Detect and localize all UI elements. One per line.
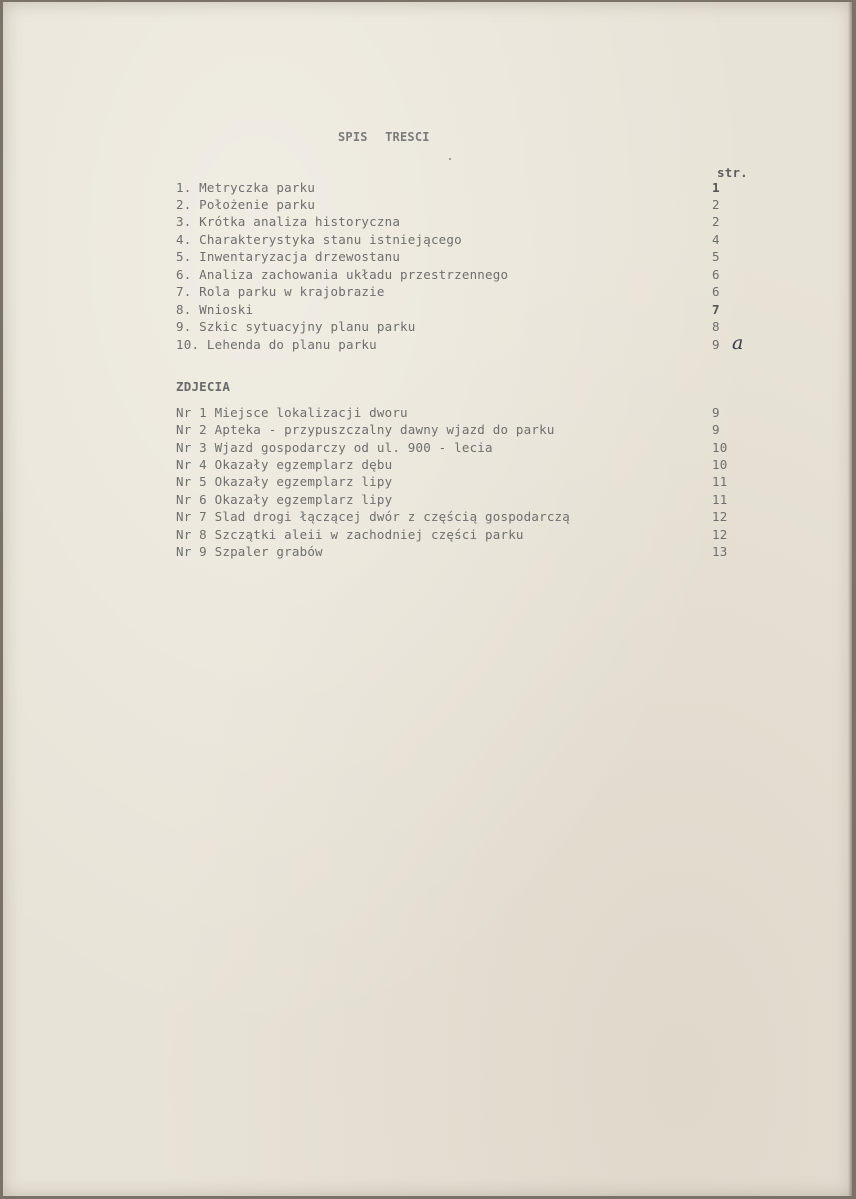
toc-entry-page: 7 xyxy=(712,302,720,317)
toc-entry xyxy=(176,199,736,215)
toc-entry-text: 2. Położenie parku xyxy=(176,197,316,212)
toc-entry xyxy=(176,216,736,232)
photo-entry-page: 9 xyxy=(712,405,720,420)
toc-entry xyxy=(176,251,736,267)
toc-entry-page: 8 xyxy=(712,319,720,334)
photo-entry-text: Nr 6 Okazały egzemplarz lipy xyxy=(176,492,393,507)
toc-entry xyxy=(176,182,736,198)
toc-entry xyxy=(176,339,736,355)
toc-entry-text: 8. Wnioski xyxy=(176,302,254,317)
toc-entry-text: 10. Lehenda do planu parku xyxy=(176,337,377,352)
toc-entry-page: 5 xyxy=(712,249,720,264)
photo-entry-text: Nr 2 Apteka - przypuszczalny dawny wjazd do parku xyxy=(176,422,555,437)
toc-entry-text: 6. Analiza zachowania układu przestrzennego xyxy=(176,267,509,282)
handwritten-annotation: a xyxy=(732,332,744,354)
toc-entry-page: 6 xyxy=(712,284,720,299)
toc-entry xyxy=(176,234,736,250)
document-page xyxy=(3,2,852,1196)
photo-entry-text: Nr 8 Szczątki aleii w zachodniej części parku xyxy=(176,527,524,542)
photo-entry xyxy=(176,476,736,492)
toc-entry xyxy=(176,269,736,285)
photo-entry-page: 9 xyxy=(712,422,720,437)
photo-entry xyxy=(176,494,736,510)
photo-entry-text: Nr 9 Szpaler grabów xyxy=(176,544,323,559)
photo-entry xyxy=(176,511,736,527)
photo-entry-page: 11 xyxy=(712,474,728,489)
photo-entry-page: 13 xyxy=(712,544,728,559)
toc-entry-text: 9. Szkic sytuacyjny planu parku xyxy=(176,319,416,334)
photo-entry-page: 10 xyxy=(712,440,728,455)
toc-entry-page: 4 xyxy=(712,232,720,247)
toc-entry xyxy=(176,304,736,320)
photo-entry-text: Nr 1 Miejsce lokalizacji dworu xyxy=(176,405,408,420)
photo-entry xyxy=(176,546,736,562)
photo-entry-text: Nr 3 Wjazd gospodarczy od ul. 900 - lecia xyxy=(176,440,493,455)
photo-entry xyxy=(176,459,736,475)
photo-entry xyxy=(176,442,736,458)
toc-entry-page: 2 xyxy=(712,197,720,212)
photos-heading: ZDJECIA xyxy=(176,379,231,394)
toc-entry-text: 1. Metryczka parku xyxy=(176,180,316,195)
toc-entry-text: 3. Krótka analiza historyczna xyxy=(176,214,401,229)
page-column-label: str. xyxy=(717,165,748,180)
photo-entry-text: Nr 7 Slad drogi łączącej dwór z częścią gospodarczą xyxy=(176,509,571,524)
photo-entry-page: 12 xyxy=(712,509,728,524)
toc-entry-page: 1 xyxy=(712,180,720,195)
photo-entry-text: Nr 4 Okazały egzemplarz dębu xyxy=(176,457,393,472)
paper-speck xyxy=(449,158,451,160)
toc-entry-text: 7. Rola parku w krajobrazie xyxy=(176,284,385,299)
photo-entry-page: 12 xyxy=(712,527,728,542)
photo-entry xyxy=(176,529,736,545)
toc-entry-text: 4. Charakterystyka stanu istniejącego xyxy=(176,232,462,247)
toc-entry-page: 6 xyxy=(712,267,720,282)
photo-entry-text: Nr 5 Okazały egzemplarz lipy xyxy=(176,474,393,489)
toc-entry-text: 5. Inwentaryzacja drzewostanu xyxy=(176,249,401,264)
toc-entry xyxy=(176,321,736,337)
photo-entry xyxy=(176,407,736,423)
toc-entry-page: 2 xyxy=(712,214,720,229)
toc-entry-page: 9 xyxy=(712,337,720,352)
photo-entry-page: 10 xyxy=(712,457,728,472)
photo-entry xyxy=(176,424,736,440)
toc-entry xyxy=(176,286,736,302)
photo-entry-page: 11 xyxy=(712,492,728,507)
paper-edge-shadow xyxy=(848,2,852,1196)
document-title: SPIS TRESCI xyxy=(338,130,430,144)
